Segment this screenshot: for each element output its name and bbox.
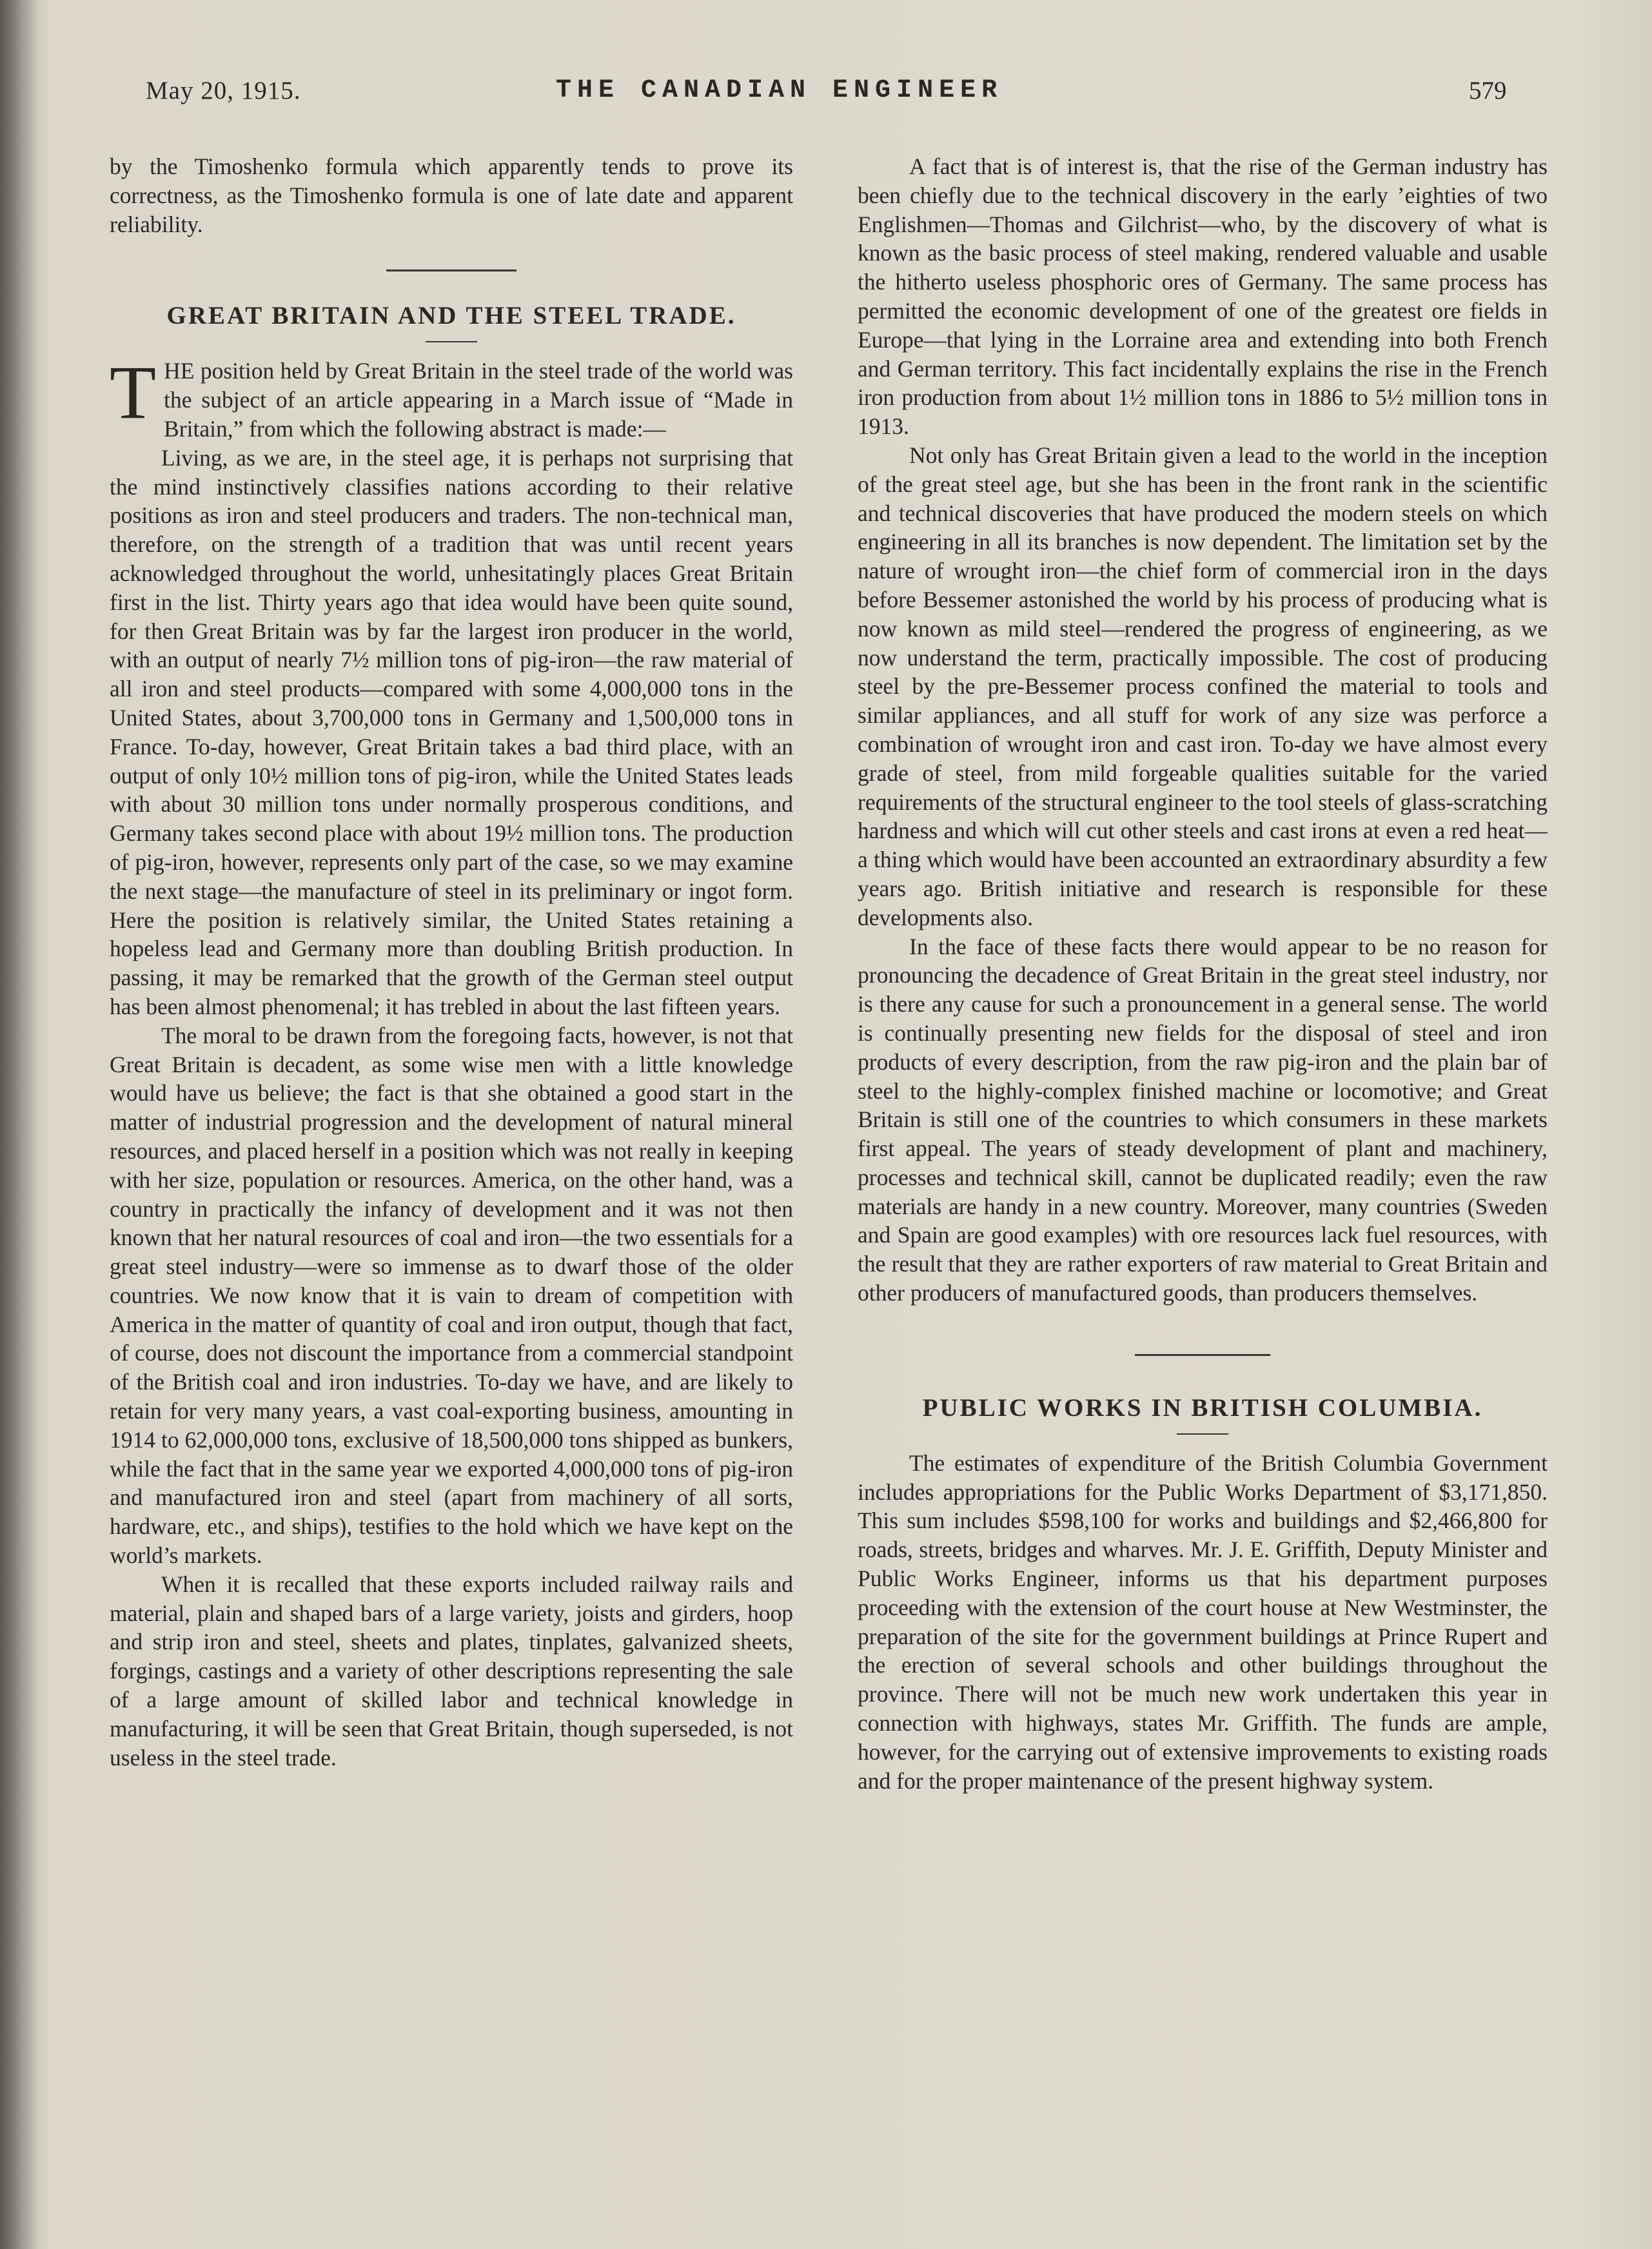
paragraph: Not only has Great Britain given a lead to the world in the inception of the great steel age, but she has been in the front rank in the scientific and technical discoveries that have produced the modern steels on which engineering in all its branches is now dependent. The limitation set by the nature of wrought iron—the chief form of commercial iron in the days before Bessemer astonished the world by his process of producing what is now known as mild steel—rendered the progress of engineering, as we now understand the term, practically impossible. The cost of producing steel by the pre-Bessemer process confined the material to tools and similar appliances, and all stuff for work of any size was perforce a combination of wrought iron and cast iron. To-day we have almost every grade of steel, from mild forgeable qualities suitable for the varied requirements of the structural engineer to the tool steels of glass-scratching hardness and which will cut other steels and cast irons at even a red heat—a thing which would have been accounted an extraordinary absurdity a few years ago. British initiative and research is responsible for these developments also. (858, 442, 1548, 930)
paragraph: A fact that is of interest is, that the rise of the German industry has been chiefly due to the technical discovery in the early ’eighties of two Englishmen—Thomas and Gilchrist—who, by the discovery of what is known as the basic process of steel making, rendered valuable and usable the hitherto useless phosphoric ores of Germany. The same process has permitted the economic development of one of the greatest ore fields in Europe—that lying in the Lorraine area and extending into both French and German territory. This fact incidentally explains the rise in the French iron production from about 1½ million tons in 1886 to 5½ million tons in 1913. (858, 153, 1548, 440)
page-number: 579 (1469, 77, 1507, 104)
section-divider (1135, 1354, 1270, 1356)
paragraph: In the face of these facts there would appear to be no reason for pronouncing the decadence of Great Britain in the great steel industry, nor is there any cause for such a pronouncement in a general sense. The world is continually presenting new fields for the disposal of steel and iron products of every description, from the raw pig-iron and the plain bar of steel to the highly-complex finished machine or locomotive; and Great Britain is still one of the countries to which consumers in these markets first appeal. The years of steady development of plant and machinery, processes and technical skill, cannot be duplicated readily; even the raw materials are handy in a new country. Moreover, many countries (Sweden and Spain are good examples) with ore resources lack fuel resources, with the result that they are rather exporters of raw material to Great Britain and other producers of manufactured goods, than producers themselves. (858, 933, 1548, 1306)
journal-title: THE CANADIAN ENGINEER (556, 76, 1003, 105)
right-column (858, 152, 1548, 1795)
paragraph: When it is recalled that these exports included railway rails and material, plain and shaped bars of a large variety, joists and girders, hoop and strip iron and steel, sheets and plates, tinplates, galvanized sheets, forgings, castings and a variety of other descriptions representing the sale of a large amount of skilled labor and technical knowledge in manufacturing, it will be seen that Great Britain, though superseded, is not useless in the steel trade. (110, 1571, 793, 1771)
continued-paragraph: by the Timoshenko formula which apparently tends to prove its correctness, as the Timoshenko formula is one of late date and apparent reliability. (110, 153, 793, 237)
drop-cap: T (110, 350, 157, 435)
title-underline (1177, 1433, 1228, 1435)
left-column (110, 152, 793, 1772)
paragraph: The estimates of expenditure of the British Columbia Government includes appropriations for the Public Works Department of $3,171,850. This sum includes $598,100 for works and buildings and $2,466,800 for roads, streets, bridges and wharves. Mr. J. E. Griffith, Deputy Minister and Public Works Engineer, informs us that his department purposes proceeding with the extension of the court house at New Westminster, the preparation of the site for the government buildings at Prince Rupert and the erection of several schools and other buildings throughout the province. There will not be much new work undertaken this year in connection with highways, states Mr. Griffith. The funds are ample, however, for the carrying out of extensive improvements to existing roads and for the proper maintenance of the present highway system. (858, 1449, 1548, 1794)
binding-shadow (0, 0, 39, 2249)
article-lead-paragraph (110, 350, 793, 443)
header-date: May 20, 1915. (146, 77, 301, 104)
title-underline (426, 341, 477, 342)
running-header (0, 76, 1652, 121)
paragraph: The moral to be drawn from the foregoing facts, however, is not that Great Britain is decadent, as some wise men with a little knowledge would have us believe; the fact is that she obtained a good start in the matter of industrial progression and the development of natural mineral resources, and placed herself in a position which was not really in keeping with her size, population or resources. America, on the other hand, was a country in practically the infancy of development and it was not then known that her natural resources of coal and iron—the two essentials for a great steel industry—were so immense as to dwarf those of the older countries. We now know that it is vain to dream of competition with America in the matter of quantity of coal and iron output, though that fact, of course, does not discount the importance from a commercial standpoint of the British coal and iron industries. To-day we have, and are likely to retain for very many years, a vast coal-exporting business, amounting in 1914 to 62,000,000 tons, exclusive of 18,500,000 tons shipped as bunkers, while the fact that in the same year we exported 4,000,000 tons of pig-iron and manufactured iron and steel (apart from machinery of all sorts, hardware, etc., and ships), testifies to the hold which we have kept on the world’s markets. (110, 1022, 793, 1569)
section-divider (386, 270, 516, 271)
article-title-steel-trade: GREAT BRITAIN AND THE STEEL TRADE. (166, 302, 736, 330)
article-title-public-works: PUBLIC WORKS IN BRITISH COLUMBIA. (922, 1393, 1483, 1422)
paragraph: Living, as we are, in the steel age, it is perhaps not surprising that the mind instinctively classifies nations according to their relative positions as iron and steel producers and traders. The non-technical man, therefore, on the strength of a tradition that was until recent years acknowledged throughout the world, unhesitatingly places Great Britain first in the list. Thirty years ago that idea would have been quite sound, for then Great Britain was by far the largest iron producer in the world, with an output of nearly 7½ million tons of pig-iron—the raw material of all iron and steel products—compared with some 4,000,000 tons in the United States, about 3,700,000 tons in Germany and 1,500,000 tons in France. To-day, however, Great Britain takes a bad third place, with an output of only 10½ million tons of pig-iron, while the United States leads with about 30 million tons under normally prosperous conditions, and Germany takes second place with about 19½ million tons. The production of pig-iron, however, represents only part of the case, so we may examine the next stage—the manufacture of steel in its preliminary or ingot form. Here the position is relatively similar, the United States retaining a hopeless lead and Germany more than doubling British production. In passing, it may be remarked that the growth of the German steel output has been almost phenomenal; it has trebled in about the last fifteen years. (110, 444, 793, 1019)
lead-paragraph-text: HE position held by Great Britain in the steel trade of the world was the subject of an article appearing in a March issue of “Made in Britain,” from which the following abstract is made:— (164, 358, 793, 442)
